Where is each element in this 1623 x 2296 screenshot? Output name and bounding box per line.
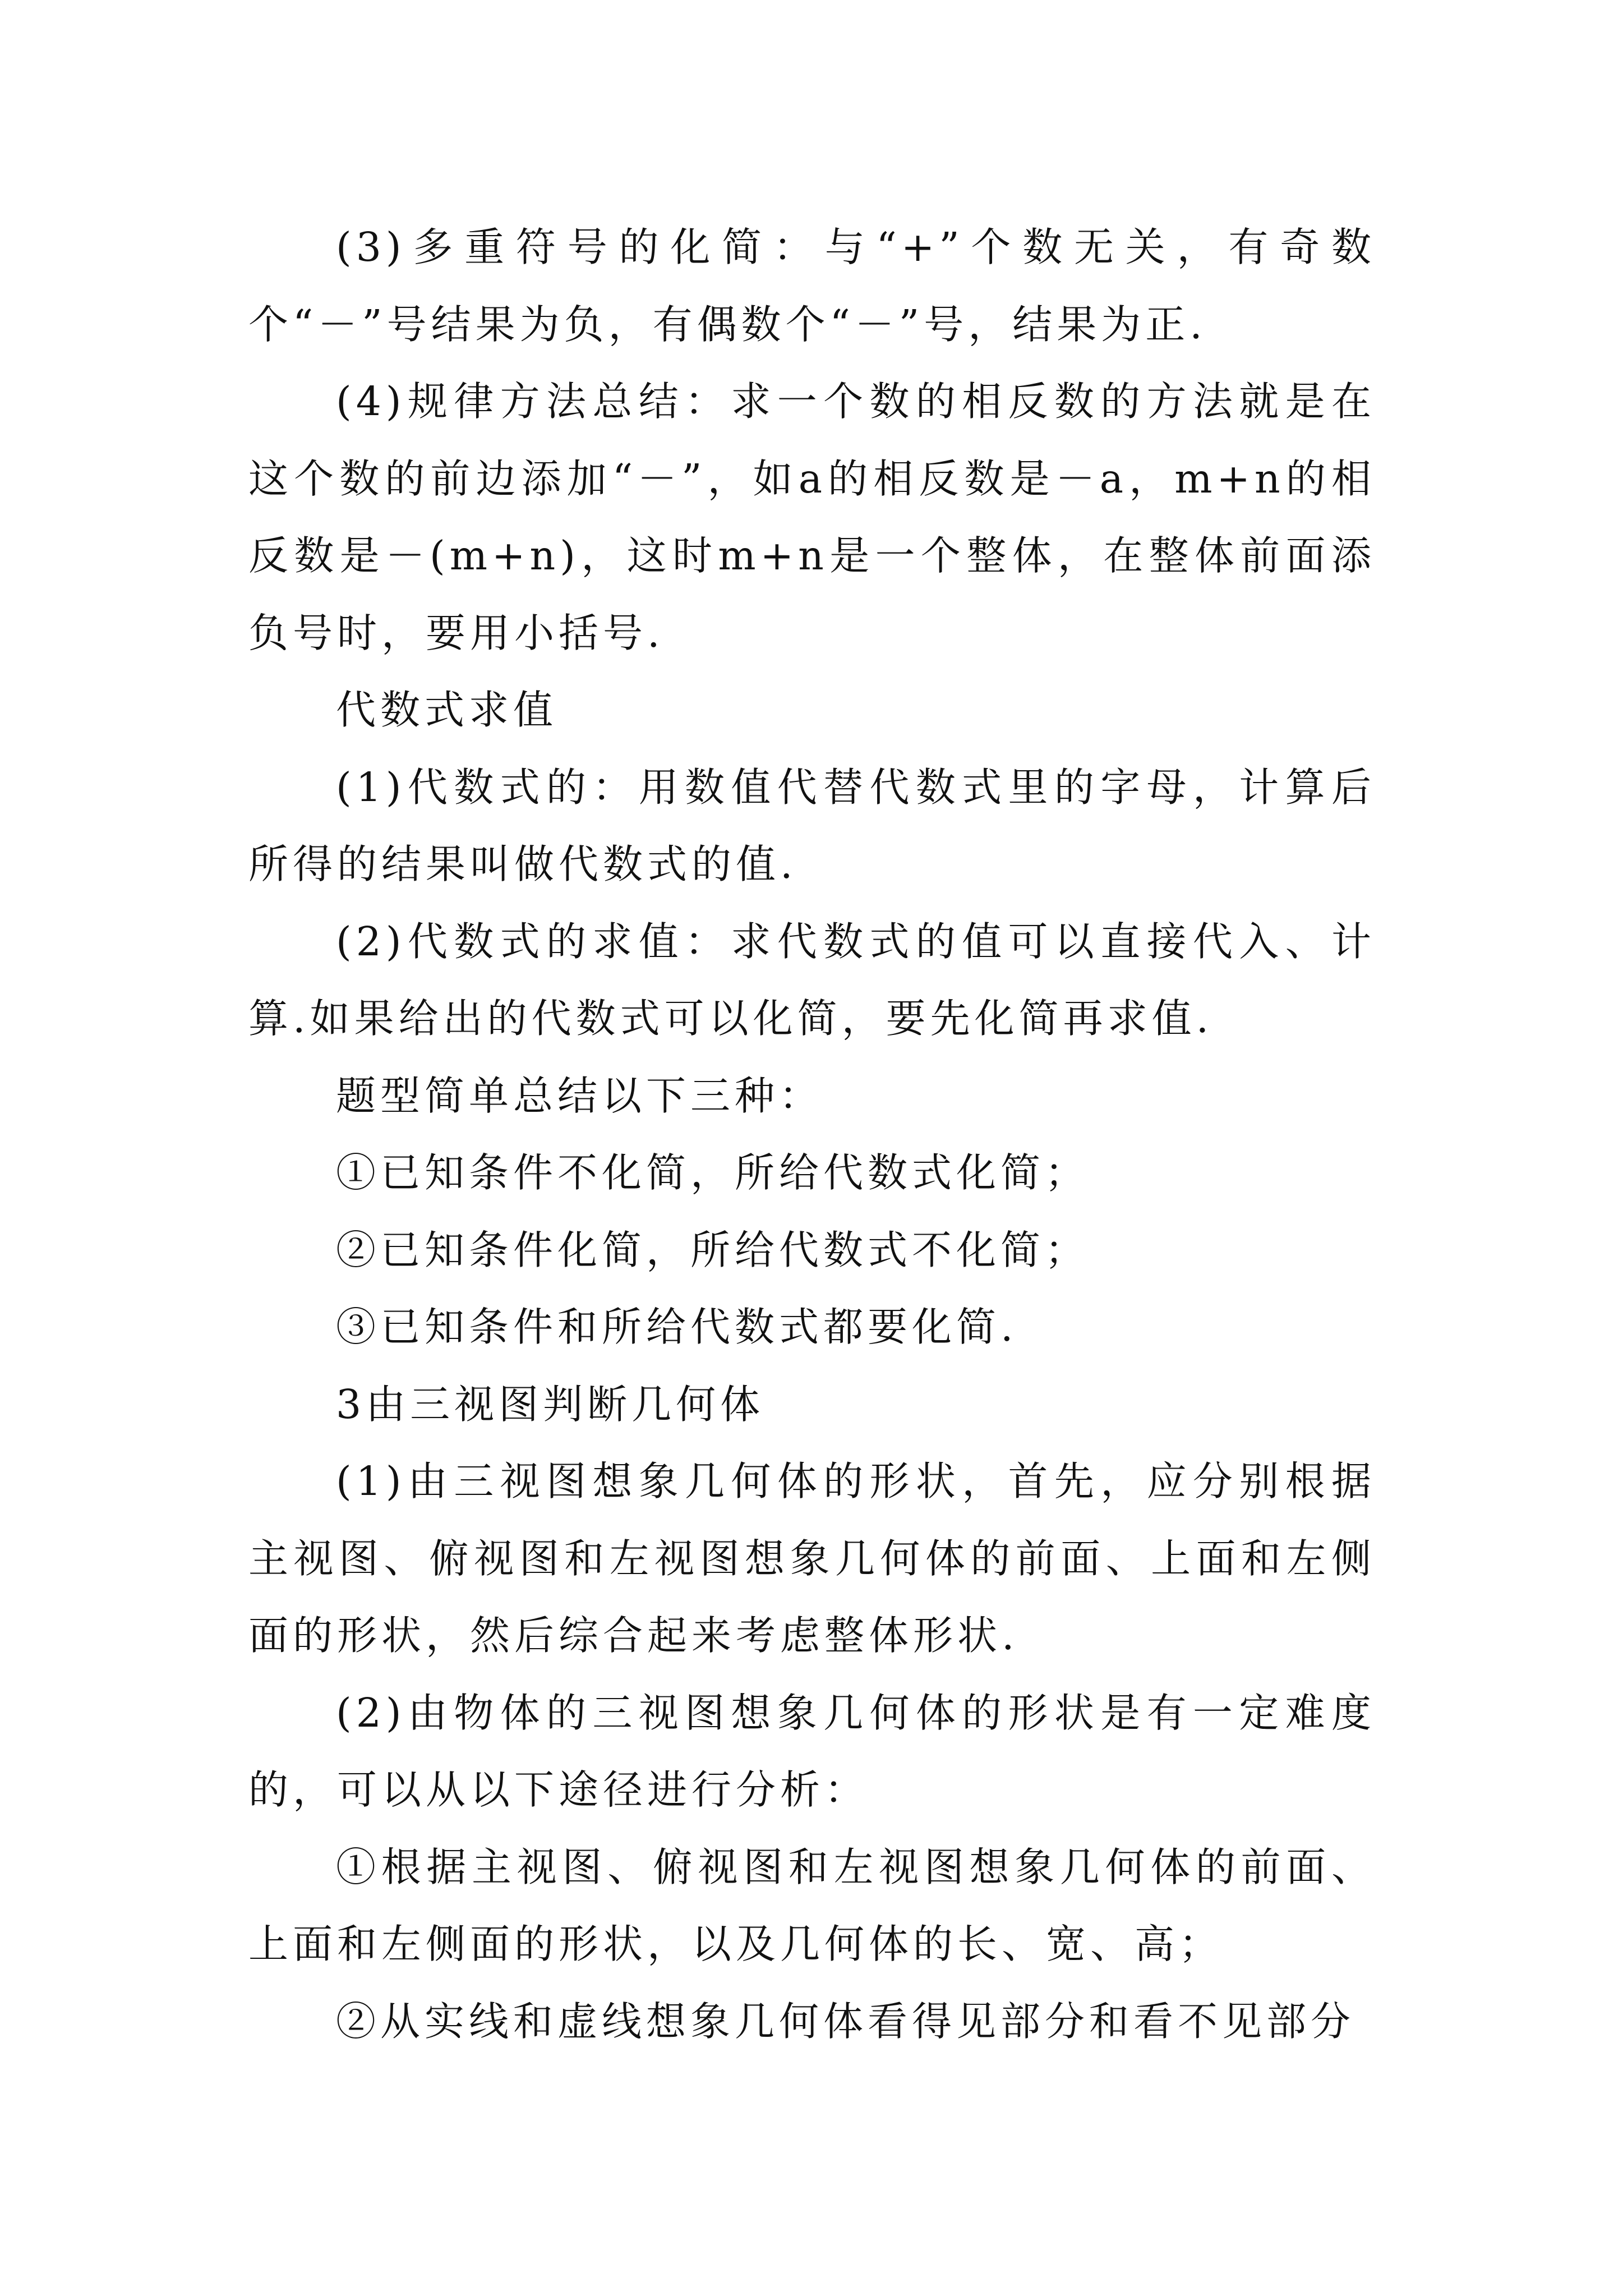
list-item-question-type-3: ③已知条件和所给代数式都要化简.	[336, 1304, 1018, 1350]
paragraph-three-views-approach: (2)由物体的三视图想象几何体的形状是有一定难度的，可以从以下途径进行分析：	[248, 1689, 1376, 1813]
section-heading-three-views: 3由三视图判断几何体	[336, 1381, 765, 1428]
paragraph-multiple-signs: (3)多重符号的化简：与“+”个数无关，有奇数个“－”号结果为负，有偶数个“－”号，结果为正.	[248, 224, 1376, 348]
list-item-approach-1: ①根据主视图、俯视图和左视图想象几何体的前面、上面和左侧面的形状，以及几何体的长、宽、高；	[248, 1843, 1376, 1967]
list-item-approach-2: ②从实线和虚线想象几何体看得见部分和看不见部分	[336, 1998, 1355, 2045]
paragraph-question-types-intro: 题型简单总结以下三种：	[336, 1072, 824, 1119]
list-item-question-type-1: ①已知条件不化简，所给代数式化简；	[336, 1149, 1090, 1196]
paragraph-algebraic-value-definition: (1)代数式的：用数值代替代数式里的字母，计算后所得的结果叫做代数式的值.	[248, 763, 1376, 887]
paragraph-opposite-number-method: (4)规律方法总结：求一个数的相反数的方法就是在这个数的前边添加“－”，如a的相反数是－a，m+n的相反数是－(m+n)，这时m+n是一个整体，在整体前面添负号时，要用小括号.	[248, 378, 1376, 656]
document-body	[248, 209, 1376, 2060]
section-heading-algebraic-evaluation: 代数式求值	[336, 687, 558, 733]
list-item-question-type-2: ②已知条件化简，所给代数式不化简；	[336, 1226, 1090, 1273]
paragraph-three-views-shape: (1)由三视图想象几何体的形状，首先，应分别根据主视图、俯视图和左视图想象几何体的前面、上面和左侧面的形状，然后综合起来考虑整体形状.	[248, 1458, 1376, 1659]
paragraph-algebraic-evaluation: (2)代数式的求值：求代数式的值可以直接代入、计算.如果给出的代数式可以化简，要先化简再求值.	[248, 918, 1376, 1042]
